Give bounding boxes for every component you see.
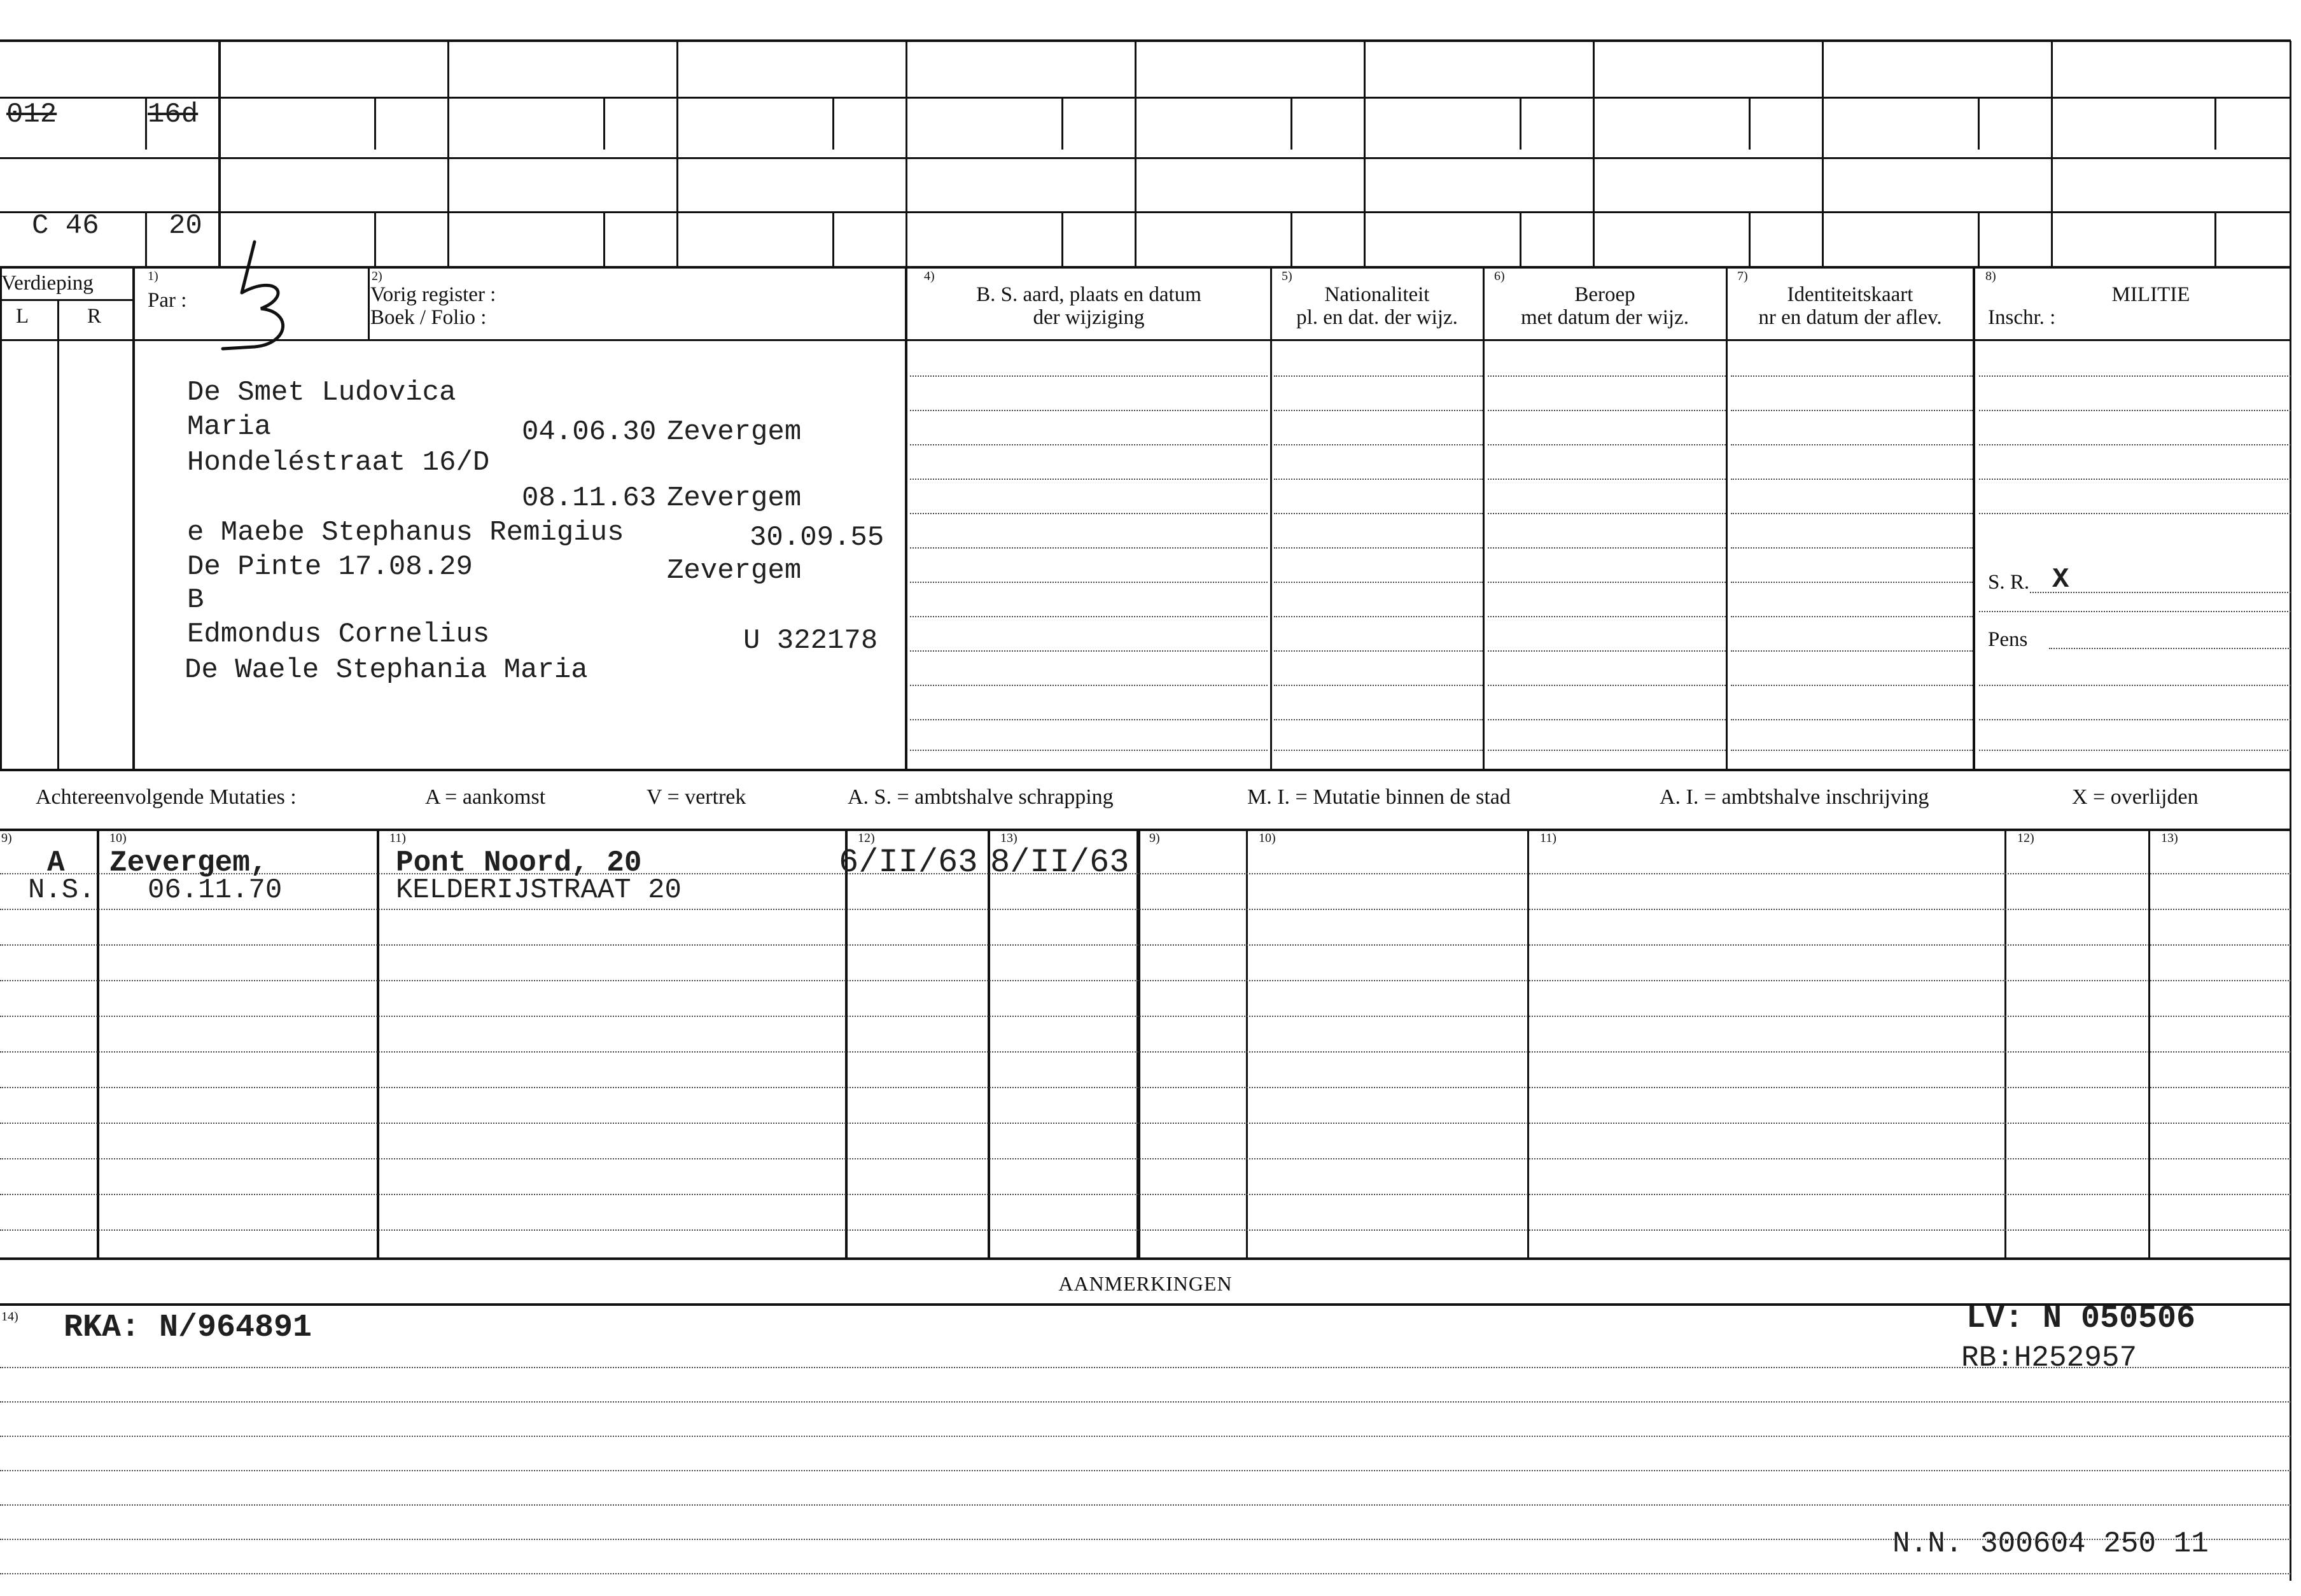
legend-ai: A. I. = ambtshalve inschrijving <box>1660 785 1929 809</box>
grid-tick <box>1978 99 1980 150</box>
legend-title: Achtereenvolgende Mutaties : <box>36 785 297 809</box>
grid-vline <box>676 41 678 267</box>
legend-as: A. S. = ambtshalve schrapping <box>848 785 1114 809</box>
grid-vline <box>1593 41 1595 267</box>
verdieping-line <box>0 299 134 301</box>
remarks-nn: N.N. 300604 250 11 <box>1892 1527 2209 1560</box>
col2-number: 2) <box>372 269 382 283</box>
grid-tick <box>2214 213 2216 266</box>
grid-tick <box>1520 213 1521 266</box>
col1-number: 1) <box>148 269 158 283</box>
remarks-title: AANMERKINGEN <box>1058 1272 1233 1295</box>
remarks-number: 14) <box>1 1310 18 1324</box>
mutations-bottom-line <box>0 1257 2291 1260</box>
mutation-code: A <box>47 846 65 879</box>
grid-vline <box>906 41 907 267</box>
person-line-6: De Pinte 17.08.29 <box>187 551 473 583</box>
sr-mark: X <box>2052 564 2069 596</box>
grid-tick <box>1749 213 1751 266</box>
mutation-code-ns: N.S. <box>28 874 95 906</box>
grid-row-line-1 <box>0 97 2291 99</box>
left-edge <box>0 267 2 770</box>
mut-number-12b: 12) <box>2017 831 2034 845</box>
bs-header-line2: der wijziging <box>1033 306 1145 329</box>
mut-number-12: 12) <box>858 831 875 845</box>
mutation-date: 06.11.70 <box>148 874 283 906</box>
nationaliteit-line1: Nationaliteit <box>1324 283 1430 306</box>
code-section: C 46 <box>32 210 99 242</box>
person-line-4-place: Zevergem <box>667 482 802 514</box>
legend-a: A = aankomst <box>425 785 546 809</box>
grid-tick <box>145 213 147 266</box>
grid-vline <box>2051 41 2053 267</box>
legend-mi: M. I. = Mutatie binnen de stad <box>1247 785 1511 809</box>
grid-tick <box>1061 213 1063 266</box>
grid-tick <box>1290 99 1292 150</box>
code-number: 20 <box>169 210 202 242</box>
legend-x: X = overlijden <box>2072 785 2199 809</box>
grid-bottom-line <box>0 266 2291 269</box>
person-line-4-date: 08.11.63 <box>522 482 657 514</box>
identiteitskaart-line1: Identiteitskaart <box>1787 283 1913 306</box>
person-line-1: De Smet Ludovica <box>187 377 456 409</box>
mut-number-11b: 11) <box>1540 831 1556 845</box>
grid-tick <box>374 213 376 266</box>
grid-tick <box>1061 99 1063 150</box>
grid-tick <box>145 99 147 150</box>
person-line-2-place: Zevergem <box>667 416 802 448</box>
lr-divider <box>57 299 59 770</box>
nationaliteit-line2: pl. en dat. der wijz. <box>1296 306 1458 329</box>
col1-left <box>132 267 135 770</box>
identiteitskaart-line2: nr en datum der aflev. <box>1758 306 1942 329</box>
mutation-address: Pont Noord, 20 <box>396 846 642 879</box>
mut-number-13b: 13) <box>2161 831 2178 845</box>
code-old-b: 16d <box>148 99 199 130</box>
person-line-8: Edmondus Cornelius <box>187 619 490 650</box>
grid-tick <box>374 99 376 150</box>
grid-row-line-3 <box>0 211 2291 213</box>
col4-left <box>905 267 907 770</box>
mut-number-13: 13) <box>1000 831 1018 845</box>
mut-number-11: 11) <box>389 831 406 845</box>
mutation-address-new: KELDERIJSTRAAT 20 <box>396 874 682 906</box>
person-line-3: Hondeléstraat 16/D <box>187 447 490 479</box>
grid-tick <box>2214 99 2216 150</box>
right-label: R <box>87 305 102 328</box>
top-border <box>0 39 2291 42</box>
mut-number-10: 10) <box>109 831 127 845</box>
person-line-2-name: Maria <box>187 411 272 443</box>
bs-header-line1: B. S. aard, plaats en datum <box>976 283 1201 306</box>
grid-tick <box>1290 213 1292 266</box>
grid-vline <box>1135 41 1137 267</box>
pens-label: Pens <box>1988 628 2028 651</box>
code-old-a: 012 <box>6 99 57 130</box>
grid-vline <box>447 41 449 267</box>
col7-number: 7) <box>1737 269 1748 283</box>
vorig-register-label: Vorig register : <box>370 283 496 306</box>
grid-vline <box>1822 41 1824 267</box>
person-line-8-code: U 322178 <box>743 625 878 657</box>
grid-tick <box>832 99 834 150</box>
beroep-line1: Beroep <box>1574 283 1635 306</box>
boek-folio-label: Boek / Folio : <box>370 306 487 329</box>
person-line-5: e Maebe Stephanus Remigius <box>187 517 624 549</box>
remarks-rb: RB:H252957 <box>1961 1341 2137 1375</box>
inschr-label: Inschr. : <box>1988 306 2056 329</box>
body-dotted-lines <box>910 344 2291 764</box>
mut-number-9b: 9) <box>1149 831 1160 845</box>
header-bottom-line <box>0 339 2291 341</box>
mut-number-9: 9) <box>1 831 12 845</box>
col5-number: 5) <box>1282 269 1292 283</box>
body-bottom-line <box>0 769 2291 771</box>
grid-tick <box>603 213 605 266</box>
beroep-line2: met datum der wijz. <box>1521 306 1689 329</box>
mutations-dotted-lines <box>0 830 2291 1257</box>
grid-vline <box>218 41 221 267</box>
col2-left <box>368 267 370 340</box>
person-line-7: B <box>187 584 204 616</box>
grid-row-line-2 <box>0 157 2291 159</box>
verdieping-label: Verdieping <box>1 272 94 295</box>
militie-label: MILITIE <box>2111 283 2190 306</box>
person-line-5-date: 30.09.55 <box>750 522 885 554</box>
mut-number-10b: 10) <box>1259 831 1276 845</box>
left-label: L <box>16 305 29 328</box>
col8-number: 8) <box>1985 269 1996 283</box>
remarks-rka: RKA: N/964891 <box>64 1310 312 1346</box>
mutation-date-13: 8/II/63 <box>990 844 1130 881</box>
grid-tick <box>1749 99 1751 150</box>
mutation-place: Zevergem, <box>109 846 268 879</box>
col6-number: 6) <box>1494 269 1505 283</box>
col4-number: 4) <box>924 269 935 283</box>
grid-vline <box>1364 41 1366 267</box>
grid-tick <box>1978 213 1980 266</box>
grid-tick <box>603 99 605 150</box>
handwritten-par-mark <box>216 235 305 356</box>
person-line-2-date: 04.06.30 <box>522 416 657 448</box>
grid-tick <box>1520 99 1521 150</box>
mutation-date-12: 6/II/63 <box>839 844 978 881</box>
person-line-6-place: Zevergem <box>667 555 802 587</box>
grid-tick <box>832 213 834 266</box>
par-label: Par : <box>148 289 187 312</box>
sr-label: S. R. <box>1988 571 2030 594</box>
remarks-lv: LV: N 050506 <box>1966 1301 2196 1337</box>
legend-v: V = vertrek <box>647 785 746 809</box>
person-line-9: De Waele Stephania Maria <box>185 654 588 686</box>
